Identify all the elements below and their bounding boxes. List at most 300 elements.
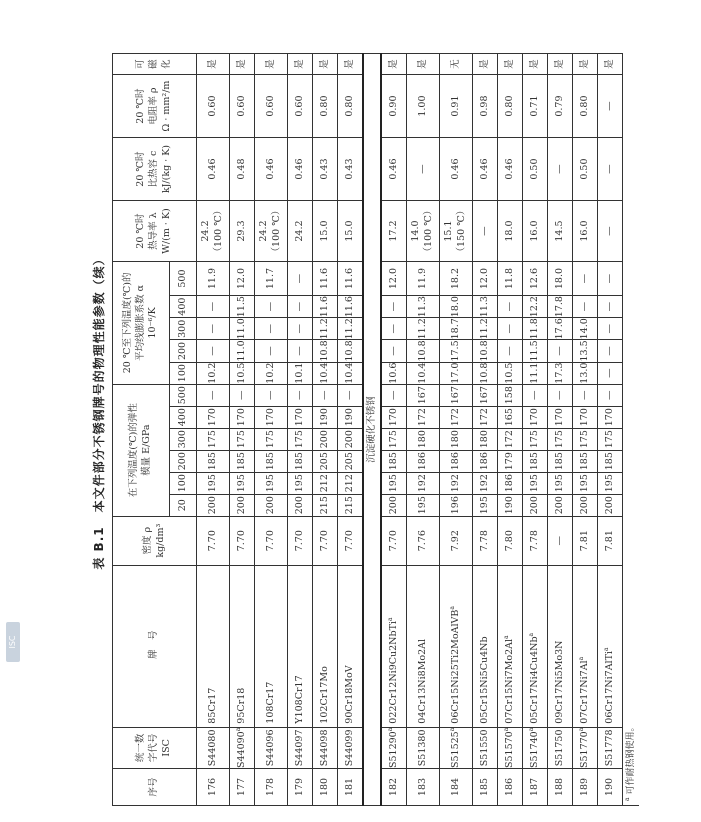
cell-expansion: — bbox=[255, 318, 288, 340]
cell-expansion: 17.6 bbox=[548, 318, 573, 340]
cell-isc-text: S51525 bbox=[449, 731, 461, 768]
cell-grade bbox=[313, 565, 338, 727]
cell-serial: 179 bbox=[288, 769, 313, 806]
cell-expansion: 11.9 bbox=[407, 262, 440, 296]
cell-grade-text: 07Cr15Ni7Mo2Al bbox=[503, 638, 515, 724]
cell-expansion: — bbox=[598, 340, 623, 362]
header-expansion-temp: 300 bbox=[170, 318, 197, 340]
cell-elastic-modulus: 200 bbox=[523, 494, 548, 516]
cell-grade-text: 07Cr17Ni7Al bbox=[578, 660, 590, 724]
header-expansion-temp: 200 bbox=[170, 340, 197, 362]
cell-specific-heat: 0.46 bbox=[473, 138, 498, 201]
cell-elastic-modulus: 172 bbox=[440, 406, 473, 428]
cell-elastic-modulus: 200 bbox=[255, 494, 288, 516]
cell-elastic-modulus: 165 bbox=[498, 406, 523, 428]
cell-grade-text: 108Cr17 bbox=[264, 681, 276, 724]
cell-expansion: 10.8 bbox=[313, 340, 338, 362]
cell-elastic-modulus: 185 bbox=[573, 450, 598, 472]
cell-density: 7.78 bbox=[523, 516, 548, 565]
cell-specific-heat: 0.46 bbox=[498, 138, 523, 201]
cell-resistivity: 0.80 bbox=[338, 75, 364, 138]
cell-elastic-modulus: 170 bbox=[288, 406, 313, 428]
cell-magnetic: 是 bbox=[313, 54, 338, 75]
cell-grade bbox=[255, 565, 288, 727]
cell-expansion: 12.0 bbox=[381, 262, 407, 296]
cell-expansion: 10.8 bbox=[338, 340, 364, 362]
table-row bbox=[338, 54, 364, 806]
header-resistivity bbox=[113, 75, 197, 138]
conductivity-value: 29.3 bbox=[235, 220, 247, 242]
cell-serial: 182 bbox=[381, 769, 407, 806]
cell-expansion: — bbox=[548, 340, 573, 362]
cell-elastic-modulus: 172 bbox=[473, 406, 498, 428]
header-conductivity bbox=[113, 201, 197, 262]
cell-elastic-modulus: — bbox=[523, 384, 548, 406]
cell-grade-text: 06Cr15Ni25Ti2MoAlVB bbox=[449, 609, 461, 724]
cell-elastic-modulus: 215 bbox=[338, 494, 364, 516]
cell-grade bbox=[381, 565, 407, 727]
header-elastic-temp: 20 bbox=[170, 494, 197, 516]
cell-expansion: 18.7 bbox=[440, 318, 473, 340]
footnote-marker: a bbox=[527, 632, 535, 637]
cell-serial: 178 bbox=[255, 769, 288, 806]
cell-expansion: — bbox=[255, 296, 288, 318]
cell-grade bbox=[338, 565, 364, 727]
cell-magnetic: 是 bbox=[255, 54, 288, 75]
header-conductivity-line: 20 ℃时 bbox=[135, 213, 147, 249]
cell-expansion: — bbox=[573, 262, 598, 296]
cell-isc-text: S51380 bbox=[416, 729, 428, 767]
cell-expansion: 11.6 bbox=[338, 296, 364, 318]
cell-expansion: 11.8 bbox=[523, 318, 548, 340]
header-elastic-line: 模量 E/GPa bbox=[141, 424, 152, 476]
cell-expansion: 12.0 bbox=[473, 262, 498, 296]
cell-isc-text: S44096 bbox=[264, 729, 276, 767]
cell-grade-text: 022Cr12Ni9Cu2NbTi bbox=[387, 621, 399, 724]
cell-density: 7.81 bbox=[573, 516, 598, 565]
cell-resistivity: 0.60 bbox=[255, 75, 288, 138]
cell-expansion: 10.1 bbox=[288, 362, 313, 384]
cell-resistivity: 1.00 bbox=[407, 75, 440, 138]
cell-elastic-modulus: 200 bbox=[381, 494, 407, 516]
cell-expansion: 11.3 bbox=[473, 296, 498, 318]
cell-elastic-modulus: — bbox=[573, 384, 598, 406]
cell-expansion: — bbox=[598, 296, 623, 318]
cell-elastic-modulus: 170 bbox=[197, 406, 230, 428]
cell-elastic-modulus: 195 bbox=[473, 494, 498, 516]
cell-expansion: 10.4 bbox=[313, 362, 338, 384]
footnote-marker: a bbox=[234, 727, 242, 732]
header-elastic-temp: 300 bbox=[170, 428, 197, 450]
header-expansion-temp: 100 bbox=[170, 362, 197, 384]
cell-conductivity bbox=[548, 201, 573, 262]
table-row bbox=[473, 54, 498, 806]
footnote-marker: a bbox=[623, 797, 631, 801]
cell-serial: 181 bbox=[338, 769, 364, 806]
cell-resistivity: 0.80 bbox=[573, 75, 598, 138]
cell-expansion: 11.6 bbox=[313, 262, 338, 296]
cell-grade bbox=[197, 565, 230, 727]
footnote-marker: a bbox=[502, 635, 510, 639]
cell-isc bbox=[288, 727, 313, 768]
cell-expansion: — bbox=[498, 296, 523, 318]
cell-expansion: — bbox=[498, 318, 523, 340]
cell-grade bbox=[230, 565, 255, 727]
cell-expansion: — bbox=[288, 262, 313, 296]
conductivity-value: 16.0 bbox=[528, 220, 540, 242]
header-magnetic-line: 化 bbox=[160, 59, 172, 69]
cell-conductivity bbox=[197, 201, 230, 262]
cell-expansion: 12.0 bbox=[230, 262, 255, 296]
cell-specific-heat: — bbox=[407, 138, 440, 201]
cell-isc-text: S44098 bbox=[318, 729, 330, 767]
cell-elastic-modulus: 185 bbox=[598, 450, 623, 472]
cell-grade-text: 95Cr18 bbox=[235, 687, 247, 724]
cell-grade bbox=[548, 565, 573, 727]
cell-elastic-modulus: 175 bbox=[548, 428, 573, 450]
cell-elastic-modulus: 185 bbox=[255, 450, 288, 472]
conductivity-value: 15.1 bbox=[443, 220, 455, 242]
cell-elastic-modulus: 186 bbox=[473, 450, 498, 472]
table-row bbox=[598, 54, 623, 806]
conductivity-value: 14.5 bbox=[553, 220, 565, 242]
cell-elastic-modulus: 195 bbox=[197, 472, 230, 494]
header-conductivity-line: 热导率 λ bbox=[148, 212, 160, 250]
table-row bbox=[313, 54, 338, 806]
header-resistivity-line: Ω · mm²/m bbox=[160, 80, 172, 132]
cell-density: 7.92 bbox=[440, 516, 473, 565]
cell-elastic-modulus: 192 bbox=[440, 472, 473, 494]
cell-elastic-modulus: — bbox=[197, 384, 230, 406]
cell-isc-text: S51778 bbox=[603, 729, 615, 767]
table-title bbox=[90, 0, 107, 822]
header-expansion-line: 10⁻⁶/K bbox=[147, 307, 159, 339]
cell-expansion: 10.5 bbox=[498, 362, 523, 384]
cell-elastic-modulus: 185 bbox=[197, 450, 230, 472]
cell-expansion: 13.5 bbox=[573, 340, 598, 362]
cell-density: 7.70 bbox=[338, 516, 364, 565]
cell-magnetic: 是 bbox=[197, 54, 230, 75]
cell-elastic-modulus: 170 bbox=[598, 406, 623, 428]
cell-serial: 187 bbox=[523, 769, 548, 806]
header-elastic-temp: 400 bbox=[170, 406, 197, 428]
cell-elastic-modulus: — bbox=[598, 384, 623, 406]
cell-grade bbox=[407, 565, 440, 727]
header-expansion-temp: 500 bbox=[170, 262, 197, 296]
header-isc-line: 统一数 bbox=[135, 733, 147, 763]
cell-conductivity bbox=[573, 201, 598, 262]
cell-elastic-modulus: 180 bbox=[440, 428, 473, 450]
cell-serial: 177 bbox=[230, 769, 255, 806]
cell-conductivity bbox=[381, 201, 407, 262]
header-elastic-temp: 100 bbox=[170, 472, 197, 494]
footnote-marker: a bbox=[502, 727, 510, 732]
cell-specific-heat: — bbox=[548, 138, 573, 201]
cell-magnetic: 是 bbox=[407, 54, 440, 75]
cell-expansion: — bbox=[197, 340, 230, 362]
cell-elastic-modulus: 215 bbox=[313, 494, 338, 516]
cell-elastic-modulus: 190 bbox=[313, 406, 338, 428]
cell-elastic-modulus: — bbox=[230, 384, 255, 406]
cell-elastic-modulus: 185 bbox=[288, 450, 313, 472]
header-heat-line: kJ/(kg · K) bbox=[160, 144, 172, 194]
header-density-line: 密度 ρ bbox=[141, 526, 153, 555]
cell-serial: 189 bbox=[573, 769, 598, 806]
cell-elastic-modulus: 185 bbox=[523, 450, 548, 472]
footnote-marker: a bbox=[386, 727, 394, 732]
cell-specific-heat: 0.46 bbox=[288, 138, 313, 201]
cell-elastic-modulus: 190 bbox=[338, 406, 364, 428]
cell-elastic-modulus: 186 bbox=[440, 450, 473, 472]
cell-elastic-modulus: 170 bbox=[230, 406, 255, 428]
cell-specific-heat: — bbox=[598, 138, 623, 201]
cell-serial: 180 bbox=[313, 769, 338, 806]
footnote-text: 可作耐热钢使用。 bbox=[625, 722, 636, 795]
cell-expansion: 10.8 bbox=[473, 340, 498, 362]
cell-expansion: 10.8 bbox=[473, 362, 498, 384]
cell-serial: 186 bbox=[498, 769, 523, 806]
cell-expansion: 10.4 bbox=[407, 362, 440, 384]
cell-elastic-modulus: 185 bbox=[381, 450, 407, 472]
cell-elastic-modulus: 172 bbox=[498, 428, 523, 450]
cell-expansion: 11.6 bbox=[313, 296, 338, 318]
cell-elastic-modulus: 175 bbox=[255, 428, 288, 450]
cell-elastic-modulus: 172 bbox=[407, 406, 440, 428]
cell-isc bbox=[498, 727, 523, 768]
cell-elastic-modulus: 200 bbox=[197, 494, 230, 516]
cell-specific-heat: 0.46 bbox=[440, 138, 473, 201]
cell-expansion: 11.2 bbox=[407, 318, 440, 340]
cell-magnetic: 无 bbox=[440, 54, 473, 75]
cell-isc bbox=[197, 727, 230, 768]
header-isc bbox=[113, 727, 197, 768]
cell-expansion: — bbox=[288, 340, 313, 362]
header-expansion-temp: 400 bbox=[170, 296, 197, 318]
cell-density: 7.70 bbox=[288, 516, 313, 565]
cell-elastic-modulus: 195 bbox=[381, 472, 407, 494]
cell-isc-text: S44090 bbox=[235, 731, 247, 768]
header-resistivity-line: 电阻率 ρ bbox=[148, 87, 160, 125]
footnote-row bbox=[623, 54, 640, 806]
cell-grade bbox=[598, 565, 623, 727]
table-row bbox=[197, 54, 230, 806]
cell-expansion: 17.5 bbox=[440, 340, 473, 362]
header-elastic-temp: 200 bbox=[170, 450, 197, 472]
cell-elastic-modulus: 190 bbox=[498, 494, 523, 516]
cell-grade bbox=[288, 565, 313, 727]
cell-elastic-modulus: 195 bbox=[288, 472, 313, 494]
header-elastic-temp: 500 bbox=[170, 384, 197, 406]
cell-elastic-modulus: 200 bbox=[573, 494, 598, 516]
cell-expansion: 18.2 bbox=[440, 262, 473, 296]
header-elastic-modulus bbox=[113, 384, 170, 516]
cell-expansion: — bbox=[381, 340, 407, 362]
cell-conductivity bbox=[523, 201, 548, 262]
conductivity-value: 16.0 bbox=[578, 220, 590, 242]
cell-resistivity: 0.91 bbox=[440, 75, 473, 138]
cell-elastic-modulus: 179 bbox=[498, 450, 523, 472]
cell-expansion: 12.6 bbox=[523, 262, 548, 296]
cell-elastic-modulus: 195 bbox=[548, 472, 573, 494]
conductivity-temp-note: （100 ℃） bbox=[213, 205, 224, 257]
conductivity-value: 24.2 bbox=[293, 220, 305, 242]
cell-isc-text: S51770 bbox=[578, 731, 590, 768]
physical-properties-table bbox=[112, 53, 639, 806]
cell-elastic-modulus: 196 bbox=[440, 494, 473, 516]
table-row bbox=[407, 54, 440, 806]
cell-resistivity: 0.60 bbox=[197, 75, 230, 138]
cell-density: 7.70 bbox=[381, 516, 407, 565]
cell-grade-text: 102Cr17Mo bbox=[318, 666, 330, 724]
cell-specific-heat: 0.43 bbox=[313, 138, 338, 201]
cell-elastic-modulus: — bbox=[255, 384, 288, 406]
header-expansion-line: 平均线膨胀系数 α bbox=[134, 284, 146, 361]
cell-elastic-modulus: 175 bbox=[573, 428, 598, 450]
cell-expansion: — bbox=[288, 318, 313, 340]
conductivity-value: 17.2 bbox=[387, 220, 399, 242]
section-row bbox=[363, 54, 381, 806]
cell-resistivity: 0.79 bbox=[548, 75, 573, 138]
cell-elastic-modulus: — bbox=[338, 384, 364, 406]
cell-specific-heat: 0.46 bbox=[197, 138, 230, 201]
cell-elastic-modulus: 195 bbox=[598, 472, 623, 494]
cell-magnetic: 是 bbox=[381, 54, 407, 75]
cell-elastic-modulus: 170 bbox=[573, 406, 598, 428]
cell-elastic-modulus: 212 bbox=[313, 472, 338, 494]
cell-expansion: 11.2 bbox=[338, 318, 364, 340]
footnote-marker: a bbox=[577, 656, 585, 661]
cell-isc bbox=[255, 727, 288, 768]
cell-elastic-modulus: 170 bbox=[255, 406, 288, 428]
cell-elastic-modulus: 200 bbox=[548, 494, 573, 516]
table-row bbox=[548, 54, 573, 806]
cell-conductivity bbox=[407, 201, 440, 262]
header-isc-line: ISC bbox=[160, 739, 172, 757]
cell-magnetic: 是 bbox=[288, 54, 313, 75]
cell-grade-text: 09Cr17Ni5Mo3N bbox=[553, 640, 565, 724]
cell-grade-text: Y108Cr17 bbox=[293, 675, 305, 724]
cell-expansion: 12.2 bbox=[523, 296, 548, 318]
section-label: 沉淀硬化不锈钢 bbox=[363, 54, 381, 806]
cell-expansion: 11.5 bbox=[230, 296, 255, 318]
cell-elastic-modulus: 212 bbox=[338, 472, 364, 494]
cell-grade-text: 05Cr17Ni4Cu4Nb bbox=[528, 636, 540, 724]
cell-specific-heat: 0.50 bbox=[523, 138, 548, 201]
cell-isc-text: S51570 bbox=[503, 731, 515, 768]
cell-elastic-modulus: 175 bbox=[523, 428, 548, 450]
cell-magnetic: 是 bbox=[523, 54, 548, 75]
cell-grade-text: 85Cr17 bbox=[206, 687, 218, 724]
cell-density: 7.70 bbox=[230, 516, 255, 565]
cell-expansion: 10.4 bbox=[338, 362, 364, 384]
header-serial: 序号 bbox=[113, 769, 197, 806]
conductivity-value: — bbox=[478, 226, 490, 236]
conductivity-temp-note: （150 ℃） bbox=[456, 205, 467, 257]
cell-elastic-modulus: 192 bbox=[473, 472, 498, 494]
cell-grade-text: 04Cr13Ni8Mo2Al bbox=[416, 638, 428, 724]
cell-elastic-modulus: 185 bbox=[548, 450, 573, 472]
cell-elastic-modulus: 192 bbox=[407, 472, 440, 494]
cell-isc-text: S44097 bbox=[293, 729, 305, 767]
cell-elastic-modulus: — bbox=[288, 384, 313, 406]
header-magnetic-line: 磁 bbox=[148, 59, 160, 69]
cell-density: 7.78 bbox=[473, 516, 498, 565]
cell-isc bbox=[523, 727, 548, 768]
conductivity-value: 18.0 bbox=[503, 220, 515, 242]
cell-conductivity bbox=[338, 201, 364, 262]
cell-conductivity bbox=[598, 201, 623, 262]
cell-expansion: — bbox=[197, 296, 230, 318]
cell-isc-text: S44080 bbox=[206, 729, 218, 767]
cell-serial: 176 bbox=[197, 769, 230, 806]
cell-grade-text: 90Cr18MoV bbox=[343, 665, 355, 724]
cell-specific-heat: 0.48 bbox=[230, 138, 255, 201]
cell-expansion: — bbox=[598, 262, 623, 296]
conductivity-value: 24.2 bbox=[258, 220, 270, 242]
cell-conductivity bbox=[313, 201, 338, 262]
cell-elastic-modulus: 195 bbox=[230, 472, 255, 494]
footnote-marker: a bbox=[386, 617, 394, 622]
cell-resistivity: 0.90 bbox=[381, 75, 407, 138]
cell-expansion: 11.2 bbox=[473, 318, 498, 340]
cell-elastic-modulus: 167 bbox=[407, 384, 440, 406]
cell-expansion: 17.8 bbox=[548, 296, 573, 318]
cell-expansion: — bbox=[573, 296, 598, 318]
conductivity-temp-note: （100 ℃） bbox=[271, 205, 282, 257]
header-row-1 bbox=[113, 54, 170, 806]
cell-isc-text: S51750 bbox=[553, 729, 565, 767]
cell-isc bbox=[440, 727, 473, 768]
cell-serial: 190 bbox=[598, 769, 623, 806]
cell-magnetic: 是 bbox=[598, 54, 623, 75]
cell-isc bbox=[313, 727, 338, 768]
cell-density: 7.70 bbox=[197, 516, 230, 565]
cell-grade bbox=[440, 565, 473, 727]
table-body bbox=[197, 54, 640, 806]
cell-grade-text: 06Cr17Ni7AlTi bbox=[603, 651, 615, 724]
cell-elastic-modulus: 167 bbox=[440, 384, 473, 406]
cell-elastic-modulus: 200 bbox=[313, 428, 338, 450]
cell-isc bbox=[381, 727, 407, 768]
cell-expansion: 14.0 bbox=[573, 318, 598, 340]
cell-isc bbox=[407, 727, 440, 768]
cell-expansion: — bbox=[598, 318, 623, 340]
cell-elastic-modulus: 205 bbox=[338, 450, 364, 472]
cell-grade bbox=[573, 565, 598, 727]
cell-expansion: 17.0 bbox=[440, 362, 473, 384]
cell-elastic-modulus: — bbox=[548, 384, 573, 406]
cell-elastic-modulus: 170 bbox=[381, 406, 407, 428]
cell-expansion: 11.0 bbox=[230, 340, 255, 362]
table-row bbox=[255, 54, 288, 806]
cell-isc-text: S44099 bbox=[343, 729, 355, 767]
conductivity-value: 14.0 bbox=[410, 220, 422, 242]
cell-expansion: 13.0 bbox=[573, 362, 598, 384]
cell-isc bbox=[338, 727, 364, 768]
header-magnetic bbox=[113, 54, 197, 75]
cell-isc-text: S51290 bbox=[387, 731, 399, 768]
conductivity-value: 24.2 bbox=[200, 220, 212, 242]
table-row bbox=[523, 54, 548, 806]
table-name: 本文件部分不锈钢牌号的物理性能参数（续） bbox=[92, 252, 106, 513]
cell-expansion: 11.0 bbox=[230, 318, 255, 340]
table-row bbox=[230, 54, 255, 806]
conductivity-value: 15.0 bbox=[343, 220, 355, 242]
cell-conductivity bbox=[288, 201, 313, 262]
cell-magnetic: 是 bbox=[548, 54, 573, 75]
cell-elastic-modulus: 175 bbox=[288, 428, 313, 450]
cell-elastic-modulus: 195 bbox=[255, 472, 288, 494]
